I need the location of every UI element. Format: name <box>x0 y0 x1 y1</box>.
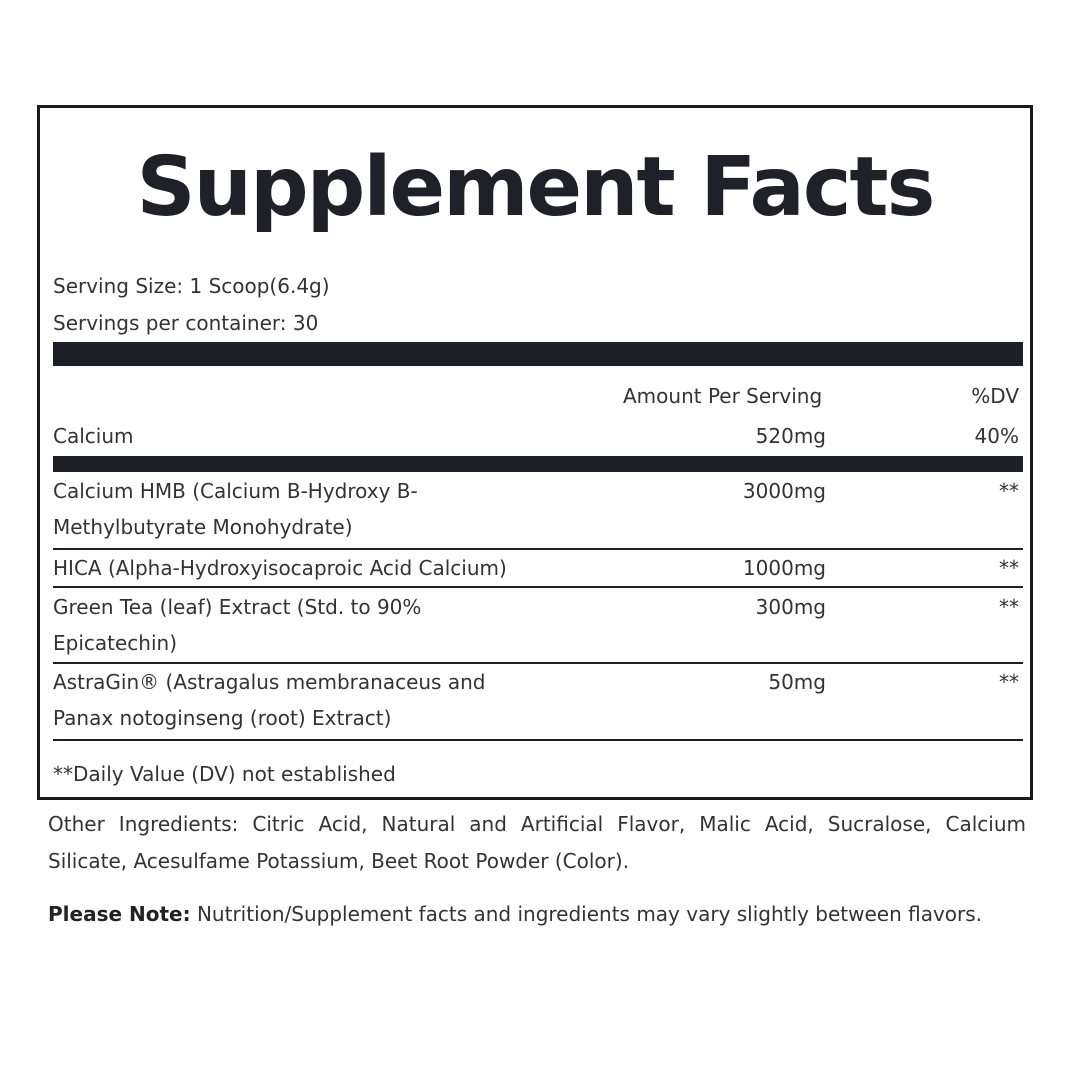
ingredient-dv: ** <box>999 670 1019 694</box>
daily-value-footnote: **Daily Value (DV) not established <box>53 762 396 786</box>
ingredient-amount: 300mg <box>755 595 826 619</box>
ingredient-dv: ** <box>999 595 1019 619</box>
thick-divider <box>53 342 1023 366</box>
medium-divider <box>53 456 1023 472</box>
ingredient-name-line: HICA (Alpha-Hydroxyisocaproic Acid Calcium) <box>53 556 507 580</box>
amount-per-serving-header: Amount Per Serving <box>623 384 823 408</box>
ingredient-name-line: Calcium HMB (Calcium B-Hydroxy B- <box>53 479 418 503</box>
calcium-amount: 520mg <box>755 424 826 448</box>
dv-header: %DV <box>971 384 1019 408</box>
ingredient-name-line: Epicatechin) <box>53 631 177 655</box>
row-divider <box>53 739 1023 741</box>
ingredient-name <box>53 550 507 586</box>
calcium-dv: 40% <box>974 424 1019 448</box>
calcium-name: Calcium <box>53 424 134 448</box>
note-text: Nutrition/Supplement facts and ingredients may vary slightly between flavors. <box>190 902 983 926</box>
ingredient-amount: 3000mg <box>742 479 826 503</box>
row-divider <box>53 586 1023 588</box>
ingredient-amount: 1000mg <box>742 556 826 580</box>
ingredient-amount: 50mg <box>768 670 826 694</box>
other-ingredients: Other Ingredients: Citric Acid, Natural and Artificial Flavor, Malic Acid, Sucralose, Calcium Silicate, Acesulfame Potassium, Beet Root Powder (Color). <box>48 812 1026 873</box>
ingredient-dv: ** <box>999 479 1019 503</box>
ingredient-name <box>53 664 485 736</box>
please-note <box>48 896 1026 933</box>
ingredient-name-line: Panax notoginseng (root) Extract) <box>53 706 392 730</box>
ingredient-name-line: Green Tea (leaf) Extract (Std. to 90% <box>53 595 422 619</box>
ingredient-name <box>53 589 421 661</box>
ingredient-name <box>53 473 418 545</box>
ingredient-dv: ** <box>999 556 1019 580</box>
panel-title: Supplement Facts <box>136 140 934 235</box>
ingredient-name-line: Methylbutyrate Monohydrate) <box>53 515 353 539</box>
servings-per-container: Servings per container: 30 <box>53 311 319 335</box>
serving-size: Serving Size: 1 Scoop(6.4g) <box>53 274 330 298</box>
supplement-facts-panel <box>37 105 1033 800</box>
ingredient-name-line: AstraGin® (Astragalus membranaceus and <box>53 670 486 694</box>
note-label: Please Note: <box>48 902 191 926</box>
